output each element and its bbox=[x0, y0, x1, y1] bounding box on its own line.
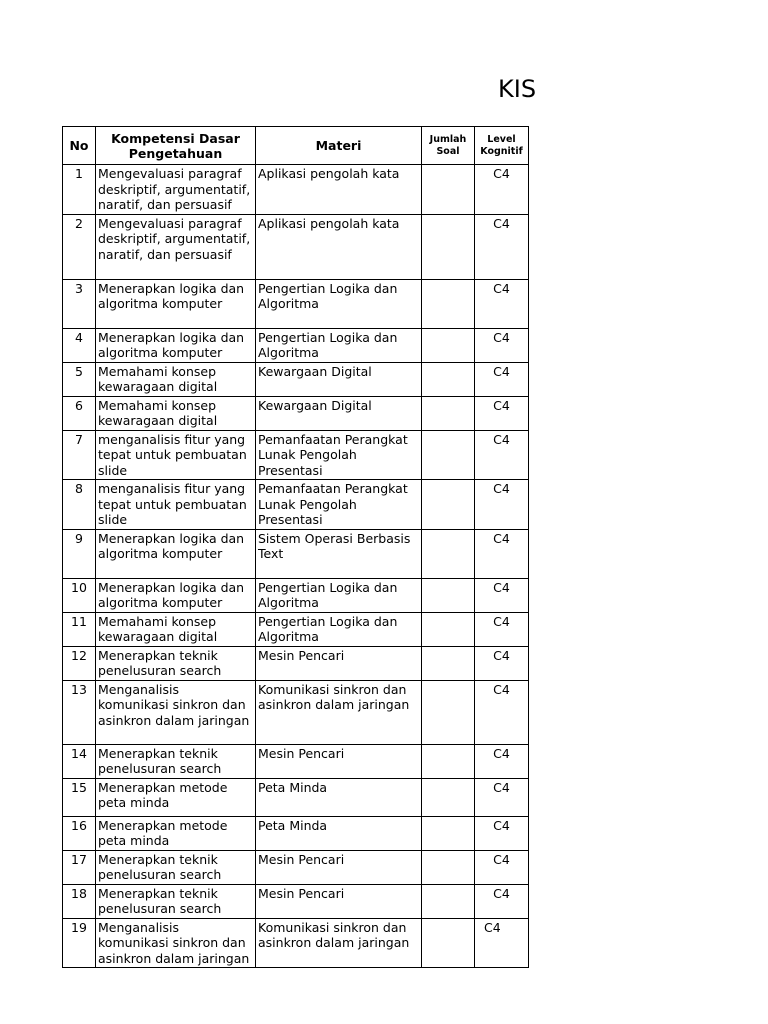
no-cell: 10 bbox=[63, 578, 96, 612]
kompetensi-cell: Menerapkan teknik penelusuran search bbox=[96, 744, 256, 778]
table-row bbox=[63, 279, 529, 328]
no-cell: 1 bbox=[63, 165, 96, 215]
table-row bbox=[63, 744, 529, 778]
jumlah-soal-cell bbox=[422, 816, 475, 850]
table-header-row bbox=[63, 127, 529, 165]
kisi-kisi-table bbox=[62, 126, 529, 968]
table-row bbox=[63, 680, 529, 744]
table-row bbox=[63, 480, 529, 530]
level-kognitif-cell: C4 bbox=[475, 430, 529, 480]
materi-cell: Sistem Operasi Berbasis Text bbox=[256, 529, 422, 578]
kompetensi-cell: Menerapkan metode peta minda bbox=[96, 778, 256, 816]
jumlah-soal-cell bbox=[422, 396, 475, 430]
table-row bbox=[63, 646, 529, 680]
jumlah-soal-cell bbox=[422, 646, 475, 680]
materi-cell: Pemanfaatan Perangkat Lunak Pengolah Presentasi bbox=[256, 480, 422, 530]
jumlah-soal-cell bbox=[422, 680, 475, 744]
materi-cell: Pengertian Logika dan Algoritma bbox=[256, 328, 422, 362]
jumlah-soal-cell bbox=[422, 328, 475, 362]
no-cell: 4 bbox=[63, 328, 96, 362]
kompetensi-cell: Menerapkan logika dan algoritma komputer bbox=[96, 578, 256, 612]
header-kompetensi: Kompetensi Dasar Pengetahuan bbox=[96, 127, 256, 165]
level-kognitif-cell: C4 bbox=[475, 646, 529, 680]
no-cell: 17 bbox=[63, 850, 96, 884]
level-kognitif-cell: C4 bbox=[475, 816, 529, 850]
no-cell: 19 bbox=[63, 918, 96, 968]
level-kognitif-cell: C4 bbox=[475, 612, 529, 646]
jumlah-soal-cell bbox=[422, 430, 475, 480]
kompetensi-cell: Menerapkan logika dan algoritma komputer bbox=[96, 529, 256, 578]
level-kognitif-cell: C4 bbox=[475, 918, 529, 968]
materi-cell: Mesin Pencari bbox=[256, 884, 422, 918]
materi-cell: Aplikasi pengolah kata bbox=[256, 214, 422, 279]
materi-cell: Kewargaan Digital bbox=[256, 362, 422, 396]
kompetensi-cell: Menganalisis komunikasi sinkron dan asinkron dalam jaringan bbox=[96, 680, 256, 744]
kompetensi-cell: Menerapkan logika dan algoritma komputer bbox=[96, 328, 256, 362]
table-row bbox=[63, 778, 529, 816]
jumlah-soal-cell bbox=[422, 850, 475, 884]
no-cell: 6 bbox=[63, 396, 96, 430]
materi-cell: Komunikasi sinkron dan asinkron dalam jaringan bbox=[256, 918, 422, 968]
table-row bbox=[63, 362, 529, 396]
kompetensi-cell: Menerapkan metode peta minda bbox=[96, 816, 256, 850]
table-row bbox=[63, 396, 529, 430]
no-cell: 5 bbox=[63, 362, 96, 396]
level-kognitif-cell: C4 bbox=[475, 165, 529, 215]
kompetensi-cell: Menerapkan teknik penelusuran search bbox=[96, 646, 256, 680]
kompetensi-cell: Memahami konsep kewaragaan digital bbox=[96, 396, 256, 430]
level-kognitif-cell: C4 bbox=[475, 279, 529, 328]
kompetensi-cell: Memahami konsep kewaragaan digital bbox=[96, 362, 256, 396]
header-jumlah-soal: Jumlah Soal bbox=[422, 127, 475, 165]
table-row bbox=[63, 214, 529, 279]
level-kognitif-cell: C4 bbox=[475, 529, 529, 578]
level-kognitif-cell: C4 bbox=[475, 362, 529, 396]
jumlah-soal-cell bbox=[422, 165, 475, 215]
materi-cell: Aplikasi pengolah kata bbox=[256, 165, 422, 215]
no-cell: 8 bbox=[63, 480, 96, 530]
materi-cell: Komunikasi sinkron dan asinkron dalam jaringan bbox=[256, 680, 422, 744]
table-row bbox=[63, 850, 529, 884]
table-row bbox=[63, 612, 529, 646]
kompetensi-cell: menganalisis fitur yang tepat untuk pembuatan slide bbox=[96, 430, 256, 480]
table-row bbox=[63, 430, 529, 480]
materi-cell: Peta Minda bbox=[256, 778, 422, 816]
level-kognitif-cell: C4 bbox=[475, 578, 529, 612]
jumlah-soal-cell bbox=[422, 918, 475, 968]
header-materi: Materi bbox=[256, 127, 422, 165]
header-no: No bbox=[63, 127, 96, 165]
no-cell: 2 bbox=[63, 214, 96, 279]
jumlah-soal-cell bbox=[422, 744, 475, 778]
jumlah-soal-cell bbox=[422, 362, 475, 396]
level-kognitif-cell: C4 bbox=[475, 214, 529, 279]
kompetensi-cell: Menerapkan teknik penelusuran search bbox=[96, 884, 256, 918]
jumlah-soal-cell bbox=[422, 214, 475, 279]
table-row bbox=[63, 529, 529, 578]
materi-cell: Kewargaan Digital bbox=[256, 396, 422, 430]
no-cell: 18 bbox=[63, 884, 96, 918]
table-row bbox=[63, 165, 529, 215]
materi-cell: Pemanfaatan Perangkat Lunak Pengolah Presentasi bbox=[256, 430, 422, 480]
table-row bbox=[63, 816, 529, 850]
jumlah-soal-cell bbox=[422, 279, 475, 328]
no-cell: 7 bbox=[63, 430, 96, 480]
kompetensi-cell: Menganalisis komunikasi sinkron dan asinkron dalam jaringan bbox=[96, 918, 256, 968]
no-cell: 13 bbox=[63, 680, 96, 744]
level-kognitif-cell: C4 bbox=[475, 396, 529, 430]
no-cell: 9 bbox=[63, 529, 96, 578]
kompetensi-cell: Menerapkan logika dan algoritma komputer bbox=[96, 279, 256, 328]
kompetensi-cell: Menerapkan teknik penelusuran search bbox=[96, 850, 256, 884]
no-cell: 3 bbox=[63, 279, 96, 328]
table-row bbox=[63, 884, 529, 918]
table-row bbox=[63, 918, 529, 968]
header-level-kognitif: Level Kognitif bbox=[475, 127, 529, 165]
no-cell: 12 bbox=[63, 646, 96, 680]
no-cell: 11 bbox=[63, 612, 96, 646]
level-kognitif-cell: C4 bbox=[475, 744, 529, 778]
level-kognitif-cell: C4 bbox=[475, 480, 529, 530]
jumlah-soal-cell bbox=[422, 578, 475, 612]
no-cell: 14 bbox=[63, 744, 96, 778]
materi-cell: Mesin Pencari bbox=[256, 850, 422, 884]
jumlah-soal-cell bbox=[422, 529, 475, 578]
materi-cell: Pengertian Logika dan Algoritma bbox=[256, 279, 422, 328]
kompetensi-cell: Memahami konsep kewaragaan digital bbox=[96, 612, 256, 646]
level-kognitif-cell: C4 bbox=[475, 778, 529, 816]
materi-cell: Mesin Pencari bbox=[256, 744, 422, 778]
table-body bbox=[63, 165, 529, 968]
jumlah-soal-cell bbox=[422, 778, 475, 816]
table-row bbox=[63, 578, 529, 612]
level-kognitif-cell: C4 bbox=[475, 328, 529, 362]
level-kognitif-cell: C4 bbox=[475, 850, 529, 884]
materi-cell: Pengertian Logika dan Algoritma bbox=[256, 612, 422, 646]
jumlah-soal-cell bbox=[422, 884, 475, 918]
materi-cell: Pengertian Logika dan Algoritma bbox=[256, 578, 422, 612]
table-row bbox=[63, 328, 529, 362]
level-kognitif-cell: C4 bbox=[475, 884, 529, 918]
kompetensi-cell: Mengevaluasi paragraf deskriptif, argumentatif, naratif, dan persuasif bbox=[96, 165, 256, 215]
materi-cell: Mesin Pencari bbox=[256, 646, 422, 680]
kompetensi-cell: Mengevaluasi paragraf deskriptif, argumentatif, naratif, dan persuasif bbox=[96, 214, 256, 279]
no-cell: 16 bbox=[63, 816, 96, 850]
level-kognitif-cell: C4 bbox=[475, 680, 529, 744]
kompetensi-cell: menganalisis fitur yang tepat untuk pembuatan slide bbox=[96, 480, 256, 530]
no-cell: 15 bbox=[63, 778, 96, 816]
page-title: KIS bbox=[498, 75, 537, 103]
materi-cell: Peta Minda bbox=[256, 816, 422, 850]
jumlah-soal-cell bbox=[422, 480, 475, 530]
jumlah-soal-cell bbox=[422, 612, 475, 646]
